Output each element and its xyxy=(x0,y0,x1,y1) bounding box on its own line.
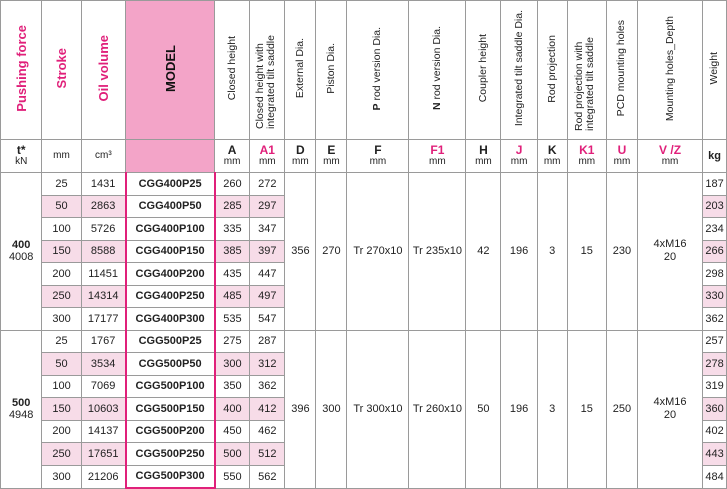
stroke-cell: 25 xyxy=(42,173,81,196)
weight-cell: 266 xyxy=(703,240,727,263)
units-row xyxy=(1,140,727,173)
pushing-force-cell xyxy=(1,173,42,331)
weight-cell: 360 xyxy=(703,398,727,421)
pushing-force-header: Pushing force xyxy=(1,1,42,140)
weight-cell: 484 xyxy=(703,465,727,488)
mounting-holes-count: 4xM16 xyxy=(653,396,687,408)
closed-height-cell: 285 xyxy=(215,195,250,218)
stroke-cell: 300 xyxy=(42,308,81,331)
closed-height-cell: 350 xyxy=(215,375,250,398)
closed-height-saddle-cell: 447 xyxy=(250,263,285,286)
closed-height-saddle-cell: 297 xyxy=(250,195,285,218)
p-rod-header: P rod version Dia. xyxy=(347,1,409,140)
closed-height-saddle-cell: 497 xyxy=(250,285,285,308)
rod-projection-saddle-cell: 15 xyxy=(567,173,606,331)
closed-height-cell: 550 xyxy=(215,465,250,488)
weight-cell: 298 xyxy=(703,263,727,286)
stroke-cell: 100 xyxy=(42,375,81,398)
mounting-holes-depth-cell xyxy=(637,173,702,331)
closed-height-saddle-header: Closed height with integrated tilt saddle xyxy=(250,1,285,140)
weight-cell: 402 xyxy=(703,420,727,443)
pcd-holes-cell: 230 xyxy=(606,173,637,331)
header-row xyxy=(1,1,727,140)
h-unit-cell: H mm xyxy=(466,140,501,173)
model-cell: CGG500P25 xyxy=(126,330,215,353)
rod-projection-cell: 3 xyxy=(537,330,567,488)
oil-volume-header: Oil volume xyxy=(81,1,125,140)
model-cell: CGG500P250 xyxy=(126,443,215,466)
oil-volume-cell: 1431 xyxy=(81,173,125,196)
stroke-cell: 50 xyxy=(42,195,81,218)
model-cell: CGG400P25 xyxy=(126,173,215,196)
external-dia-cell: 396 xyxy=(285,330,316,488)
vz-unit-cell: V /Z mm xyxy=(637,140,702,173)
piston-dia-header: Piston Dia. xyxy=(316,1,347,140)
a1-unit-cell: A1 mm xyxy=(250,140,285,173)
stroke-cell: 150 xyxy=(42,398,81,421)
closed-height-saddle-cell: 512 xyxy=(250,443,285,466)
weight-cell: 278 xyxy=(703,353,727,376)
stroke-cell: 50 xyxy=(42,353,81,376)
n-rod-cell: Tr 260x10 xyxy=(409,330,466,488)
model-cell: CGG500P300 xyxy=(126,465,215,488)
oil-volume-cell: 21206 xyxy=(81,465,125,488)
stroke-cell: 250 xyxy=(42,285,81,308)
oil-volume-cell: 14314 xyxy=(81,285,125,308)
oil-volume-cell: 1767 xyxy=(81,330,125,353)
closed-height-saddle-cell: 347 xyxy=(250,218,285,241)
closed-height-saddle-cell: 362 xyxy=(250,375,285,398)
force-tonnes: 400 xyxy=(12,239,31,252)
pushing-force-cell xyxy=(1,330,42,488)
force-kn: 4008 xyxy=(8,251,34,264)
d-unit-cell: D mm xyxy=(285,140,316,173)
mounting-holes-count: 4xM16 xyxy=(653,238,687,251)
oil-volume-cell: 7069 xyxy=(81,375,125,398)
p-rod-cell: Tr 270x10 xyxy=(347,173,409,331)
closed-height-cell: 485 xyxy=(215,285,250,308)
stroke-cell: 250 xyxy=(42,443,81,466)
model-cell: CGG400P150 xyxy=(126,240,215,263)
table-row xyxy=(1,330,727,353)
closed-height-saddle-cell: 412 xyxy=(250,398,285,421)
model-cell: CGG500P200 xyxy=(126,420,215,443)
closed-height-cell: 400 xyxy=(215,398,250,421)
closed-height-cell: 335 xyxy=(215,218,250,241)
force-tonnes: 500 xyxy=(12,397,31,409)
kg-unit-cell: kg xyxy=(703,140,727,173)
weight-cell: 443 xyxy=(703,443,727,466)
weight-cell: 362 xyxy=(703,308,727,331)
f-unit-cell: F mm xyxy=(347,140,409,173)
closed-height-saddle-cell: 272 xyxy=(250,173,285,196)
model-cell: CGG500P150 xyxy=(126,398,215,421)
rod-projection-saddle-cell: 15 xyxy=(567,330,606,488)
weight-cell: 187 xyxy=(703,173,727,196)
tilt-saddle-dia-cell: 196 xyxy=(501,173,537,331)
stroke-cell: 300 xyxy=(42,465,81,488)
table-row xyxy=(1,173,727,196)
closed-height-cell: 385 xyxy=(215,240,250,263)
weight-header: Weight xyxy=(703,1,727,140)
weight-cell: 257 xyxy=(703,330,727,353)
model-cell: CGG400P100 xyxy=(126,218,215,241)
model-cell: CGG400P200 xyxy=(126,263,215,286)
stroke-cell: 25 xyxy=(42,330,81,353)
k1-unit-cell: K1 mm xyxy=(567,140,606,173)
mounting-holes-depth-cell xyxy=(637,330,702,488)
tilt-saddle-dia-header: Integrated tilt saddle Dia. xyxy=(501,1,537,140)
mounting-holes-depth: 20 xyxy=(663,409,677,421)
weight-cell: 330 xyxy=(703,285,727,308)
closed-height-cell: 500 xyxy=(215,443,250,466)
stroke-cell: 100 xyxy=(42,218,81,241)
external-dia-cell: 356 xyxy=(285,173,316,331)
model-cell: CGG400P250 xyxy=(126,285,215,308)
weight-cell: 234 xyxy=(703,218,727,241)
coupler-height-header: Coupler height xyxy=(466,1,501,140)
oil-volume-cell: 17651 xyxy=(81,443,125,466)
k-unit-cell: K mm xyxy=(537,140,567,173)
force-unit-cell: t* kN xyxy=(1,140,42,173)
closed-height-saddle-cell: 562 xyxy=(250,465,285,488)
mounting-holes-depth: 20 xyxy=(663,251,677,264)
model-header: MODEL xyxy=(126,1,215,140)
weight-cell: 203 xyxy=(703,195,727,218)
closed-height-cell: 435 xyxy=(215,263,250,286)
oil-volume-cell: 5726 xyxy=(81,218,125,241)
model-cell: CGG400P300 xyxy=(126,308,215,331)
stroke-unit-cell: mm xyxy=(42,140,81,173)
j-unit-cell: J mm xyxy=(501,140,537,173)
p-rod-cell: Tr 300x10 xyxy=(347,330,409,488)
coupler-height-cell: 42 xyxy=(466,173,501,331)
model-cell: CGG500P50 xyxy=(126,353,215,376)
closed-height-cell: 275 xyxy=(215,330,250,353)
n-rod-cell: Tr 235x10 xyxy=(409,173,466,331)
stroke-cell: 200 xyxy=(42,420,81,443)
closed-height-cell: 260 xyxy=(215,173,250,196)
rod-projection-header: Rod projection xyxy=(537,1,567,140)
closed-height-saddle-cell: 287 xyxy=(250,330,285,353)
rod-projection-saddle-header: Rod projection with integrated tilt saddle xyxy=(567,1,606,140)
stroke-cell: 200 xyxy=(42,263,81,286)
closed-height-saddle-cell: 397 xyxy=(250,240,285,263)
model-unit-cell xyxy=(126,140,215,173)
closed-height-cell: 535 xyxy=(215,308,250,331)
pcd-holes-header: PCD mounting holes xyxy=(606,1,637,140)
external-dia-header: External Dia. xyxy=(285,1,316,140)
closed-height-saddle-cell: 462 xyxy=(250,420,285,443)
coupler-height-cell: 50 xyxy=(466,330,501,488)
stroke-cell: 150 xyxy=(42,240,81,263)
tilt-saddle-dia-cell: 196 xyxy=(501,330,537,488)
mounting-holes-depth-header: Mounting holes_Depth xyxy=(637,1,702,140)
a-unit-cell: A mm xyxy=(215,140,250,173)
n-rod-header: N rod version Dia. xyxy=(409,1,466,140)
model-cell: CGG500P100 xyxy=(126,375,215,398)
oil-volume-cell: 17177 xyxy=(81,308,125,331)
weight-cell: 319 xyxy=(703,375,727,398)
rod-projection-cell: 3 xyxy=(537,173,567,331)
oil-volume-cell: 8588 xyxy=(81,240,125,263)
stroke-header: Stroke xyxy=(42,1,81,140)
model-cell: CGG400P50 xyxy=(126,195,215,218)
oil-volume-cell: 14137 xyxy=(81,420,125,443)
oil-volume-cell: 2863 xyxy=(81,195,125,218)
oil-volume-cell: 3534 xyxy=(81,353,125,376)
closed-height-header: Closed height xyxy=(215,1,250,140)
oil-unit-cell: cm³ xyxy=(81,140,125,173)
closed-height-cell: 300 xyxy=(215,353,250,376)
piston-dia-cell: 270 xyxy=(316,173,347,331)
u-unit-cell: U mm xyxy=(606,140,637,173)
f1-unit-cell: F1 mm xyxy=(409,140,466,173)
piston-dia-cell: 300 xyxy=(316,330,347,488)
pcd-holes-cell: 250 xyxy=(606,330,637,488)
closed-height-saddle-cell: 312 xyxy=(250,353,285,376)
closed-height-cell: 450 xyxy=(215,420,250,443)
closed-height-saddle-cell: 547 xyxy=(250,308,285,331)
oil-volume-cell: 11451 xyxy=(81,263,125,286)
e-unit-cell: E mm xyxy=(316,140,347,173)
force-kn: 4948 xyxy=(8,409,34,421)
oil-volume-cell: 10603 xyxy=(81,398,125,421)
